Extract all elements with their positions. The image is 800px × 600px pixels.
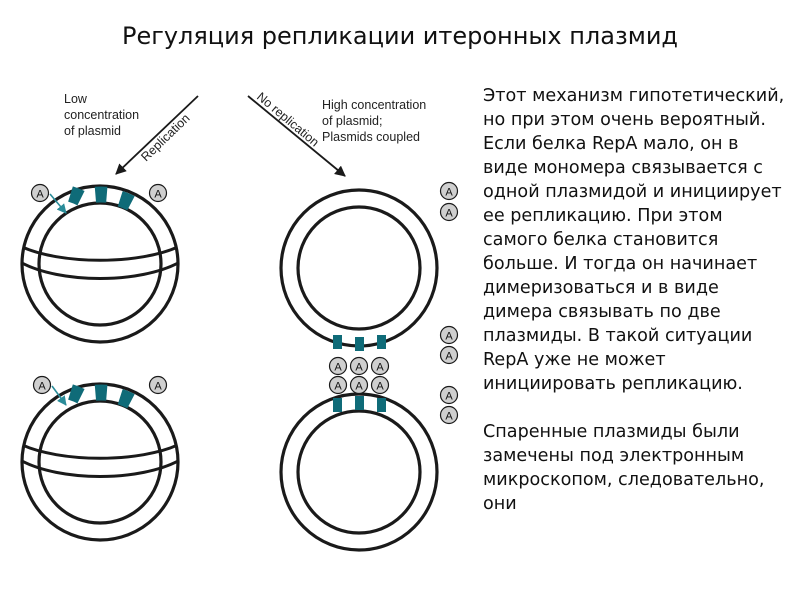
svg-text:A: A bbox=[36, 188, 44, 201]
repa-monomer-free-left-top bbox=[150, 185, 167, 202]
plasmid-right-top bbox=[281, 190, 437, 351]
slide-title: Регуляция репликации итеронных плазмид bbox=[121, 22, 679, 50]
repa-monomer-left-top bbox=[32, 185, 49, 202]
plasmid-left-bottom bbox=[20, 384, 180, 540]
svg-text:A: A bbox=[445, 350, 453, 363]
svg-text:A: A bbox=[445, 207, 453, 220]
repa-free-right bbox=[441, 183, 458, 424]
explanation-paragraph-2: Спаренные плазмиды были замечены под электронным микроскопом, следовательно, они bbox=[483, 422, 765, 514]
svg-text:High concentration: High concentration bbox=[322, 98, 427, 112]
svg-text:concentration: concentration bbox=[64, 108, 140, 122]
explanation-text bbox=[483, 84, 788, 540]
svg-text:A: A bbox=[445, 186, 453, 199]
low-concentration-label bbox=[64, 92, 139, 138]
svg-text:A: A bbox=[334, 380, 342, 393]
svg-text:A: A bbox=[445, 330, 453, 343]
iteron-plasmid-diagram bbox=[0, 70, 470, 600]
repa-monomer-free-left-bottom bbox=[150, 377, 167, 394]
svg-text:of plasmid: of plasmid bbox=[64, 124, 121, 138]
iteron-segments bbox=[71, 194, 132, 203]
binding-arrow-left-bottom bbox=[52, 386, 66, 405]
replication-arrow-label: Replication bbox=[138, 111, 193, 165]
svg-text:of plasmid;: of plasmid; bbox=[322, 114, 383, 128]
svg-text:Plasmids coupled: Plasmids coupled bbox=[322, 130, 420, 144]
svg-text:A: A bbox=[376, 380, 384, 393]
svg-text:A: A bbox=[355, 361, 363, 374]
svg-text:A: A bbox=[38, 380, 46, 393]
plasmid-left-top bbox=[20, 186, 180, 342]
no-replication-arrow-label: No replication bbox=[254, 89, 322, 150]
svg-text:A: A bbox=[445, 390, 453, 403]
plasmid-right-bottom bbox=[281, 394, 437, 550]
svg-text:A: A bbox=[154, 380, 162, 393]
explanation-paragraph-1: Этот механизм гипотетический, но при этом очень вероятный. Если белка RepA мало, он в виде мономера связывается с одной плазмидой и инициирует ее репликацию. При этом самого белка становится больше. И тогда он начинает димеризоваться и в виде димера связывать по две плазмиды. В такой ситуации RepA уже не может инициировать репликацию. bbox=[483, 86, 785, 394]
repa-dimer-bridge bbox=[330, 358, 389, 394]
repa-monomer-left-bottom bbox=[34, 377, 51, 394]
svg-text:A: A bbox=[154, 188, 162, 201]
iteron-segments bbox=[71, 392, 132, 401]
svg-text:A: A bbox=[334, 361, 342, 374]
svg-text:Low: Low bbox=[64, 92, 87, 106]
svg-text:A: A bbox=[376, 361, 384, 374]
high-concentration-label bbox=[322, 98, 426, 144]
svg-text:A: A bbox=[445, 410, 453, 423]
svg-text:A: A bbox=[355, 380, 363, 393]
